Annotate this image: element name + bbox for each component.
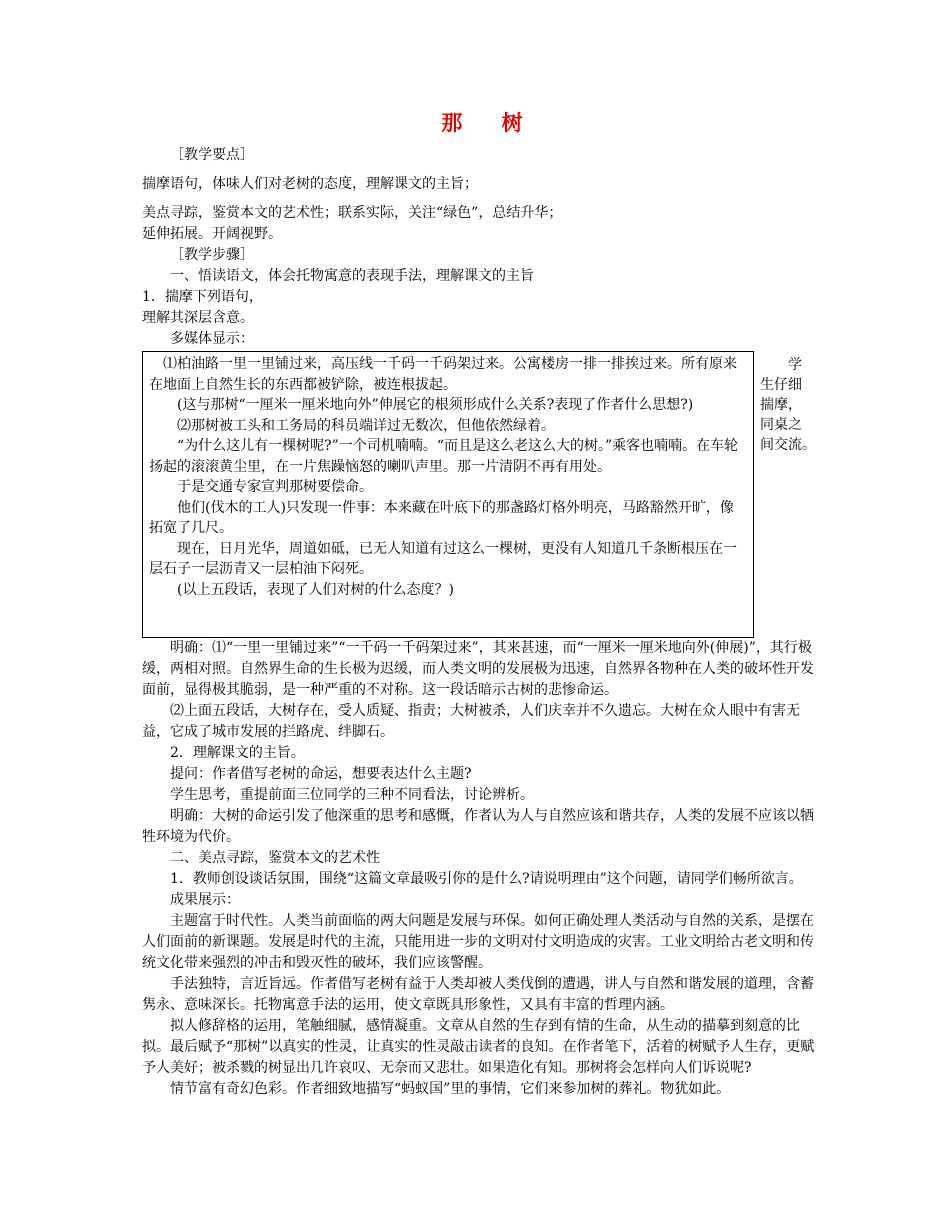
document-page xyxy=(142,112,822,1100)
body-paragraph: 学生思考，重提前面三位同学的三种不同看法，讨论辨析。 xyxy=(170,787,534,803)
side-note-line: 同桌之 xyxy=(760,417,802,433)
media-paragraph: (以上五段话，表现了人们对树的什么态度？) xyxy=(177,581,454,598)
steps-heading: ［教学步骤］ xyxy=(170,247,254,263)
media-box xyxy=(142,351,754,638)
body-paragraph: 情节富有奇幻色彩。作者细致地描写“蚂蚁国”里的事情，它们来参加树的葬礼。物犹如此。 xyxy=(170,1081,731,1097)
page-title: 那 树 xyxy=(441,110,539,135)
body-paragraph: 二、美点寻踪，鉴赏本文的艺术性 xyxy=(170,850,380,866)
item1-line1: 1．揣摩下列语句， xyxy=(142,289,263,305)
body-paragraph: 2．理解课文的主旨。 xyxy=(170,745,305,761)
media-paragraph: 他们(伐木的工人)只发现一件事：本来藏在叶底下的那盏路灯格外明亮，马路豁然开旷，像拓宽了几尺。 xyxy=(149,499,734,536)
body-paragraph: ⑵上面五段话，大树存在，受人质疑、指责；大树被杀，人们庆幸并不久遗忘。大树在众人眼中有害无益，它成了城市发展的拦路虎、绊脚石。 xyxy=(142,703,800,740)
body-paragraph: 1．教师创设谈话氛围，围绕“这篇文章最吸引你的是什么?请说明理由”这个问题，请同学们畅所欲言。 xyxy=(170,871,803,887)
item1-line2: 理解其深层含意。 xyxy=(142,310,254,326)
media-paragraph: ⑵那树被工头和工务局的科员端详过无数次，但他依然绿着。 xyxy=(177,417,555,434)
key-point-2: 美点寻踪，鉴赏本文的艺术性；联系实际，关注“绿色”，总结升华； xyxy=(142,205,563,221)
body-paragraph: 手法独特，言近旨远。作者借写老树有益于人类却被人类伐倒的遭遇，讲人与自然和谐发展的道理，含蓄隽永、意味深长。托物寓意手法的运用，使文章既具形象性，又具有丰富的哲理内涵。 xyxy=(142,976,814,1013)
media-box-wrapper xyxy=(142,351,822,638)
media-paragraph: 于是交通专家宣判那树要偿命。 xyxy=(177,479,373,495)
body-paragraph: 成果展示： xyxy=(170,892,240,908)
body-paragraph: 提问：作者借写老树的命运，想要表达什么主题? xyxy=(170,766,472,782)
key-point-1: 揣摩语句，体味人们对老树的态度，理解课文的主旨； xyxy=(142,176,478,192)
media-label: 多媒体显示： xyxy=(170,331,254,347)
side-note-line: 间交流。 xyxy=(760,437,816,453)
side-note xyxy=(760,355,840,455)
key-point-3: 延伸拓展。开阔视野。 xyxy=(142,226,282,242)
body-paragraph: 拟人修辞格的运用，笔触细腻，感情凝重。文章从自然的生存到有情的生命，从生动的描摹到刻意的比拟。最后赋予“那树”以真实的性灵，让真实的性灵敲击读者的良知。在作者笔下，活着的树赋予人生存，更赋予人美好；被杀戮的树显出几许哀叹、无奈而又悲壮。如果造化有知。那树将会怎样向人们诉说呢? xyxy=(142,1018,815,1076)
media-paragraph: 现在，日月光华，周道如砥，已无人知道有过这么一棵树，更没有人知道几千条断根压在一层石子一层沥青又一层柏油下闷死。 xyxy=(149,540,737,577)
side-note-line: 学 xyxy=(788,357,802,373)
media-paragraph: “为什么这儿有一棵树呢?”一个司机喃喃。“而且是这么老这么大的树。”乘客也喃喃。在车轮扬起的滚滚黄尘里，在一片焦躁恼怒的喇叭声里。那一片清阴不再有用处。 xyxy=(149,438,739,475)
body-paragraph: 明确：⑴“一里一里铺过来”“一千码一千码架过来”，其来甚速，而“一厘米一厘米地向外(伸展)”，其行极缓，两相对照。自然界生命的生长极为迟缓，而人类文明的发展极为迅速，自然界各物种在人类的破坏性开发面前，显得极其脆弱，是一种严重的不对称。这一段话暗示古树的悲惨命运。 xyxy=(142,640,814,698)
step1-heading: 一、悟读语文，体会托物寓意的表现手法，理解课文的主旨 xyxy=(170,268,534,284)
body-paragraph: 明确：大树的命运引发了他深重的思考和感慨，作者认为人与自然应该和谐共存，人类的发展不应该以牺牲环境为代价。 xyxy=(142,808,814,845)
media-paragraph: (这与那树“一厘米一厘米地向外”伸展它的根须形成什么关系?表现了作者什么思想?) xyxy=(177,397,694,413)
media-paragraph: ⑴柏油路一里一里铺过来，高压线一千码一千码架过来。公寓楼房一排一排挨过来。所有原来在地面上自然生长的东西都被铲除，被连根拔起。 xyxy=(149,356,737,393)
side-note-line: 生仔细 xyxy=(760,377,802,393)
body-paragraph: 主题富于时代性。人类当前面临的两大问题是发展与环保。如何正确处理人类活动与自然的关系，是摆在人们面前的新课题。发展是时代的主流，只能用进一步的文明对付文明造成的灾害。工业文明给古老文明和传统文化带来强烈的冲击和毁灭性的破坏，我们应该警醒。 xyxy=(142,913,814,971)
key-points-heading: ［教学要点］ xyxy=(170,147,254,163)
side-note-line: 揣摩， xyxy=(760,397,802,413)
